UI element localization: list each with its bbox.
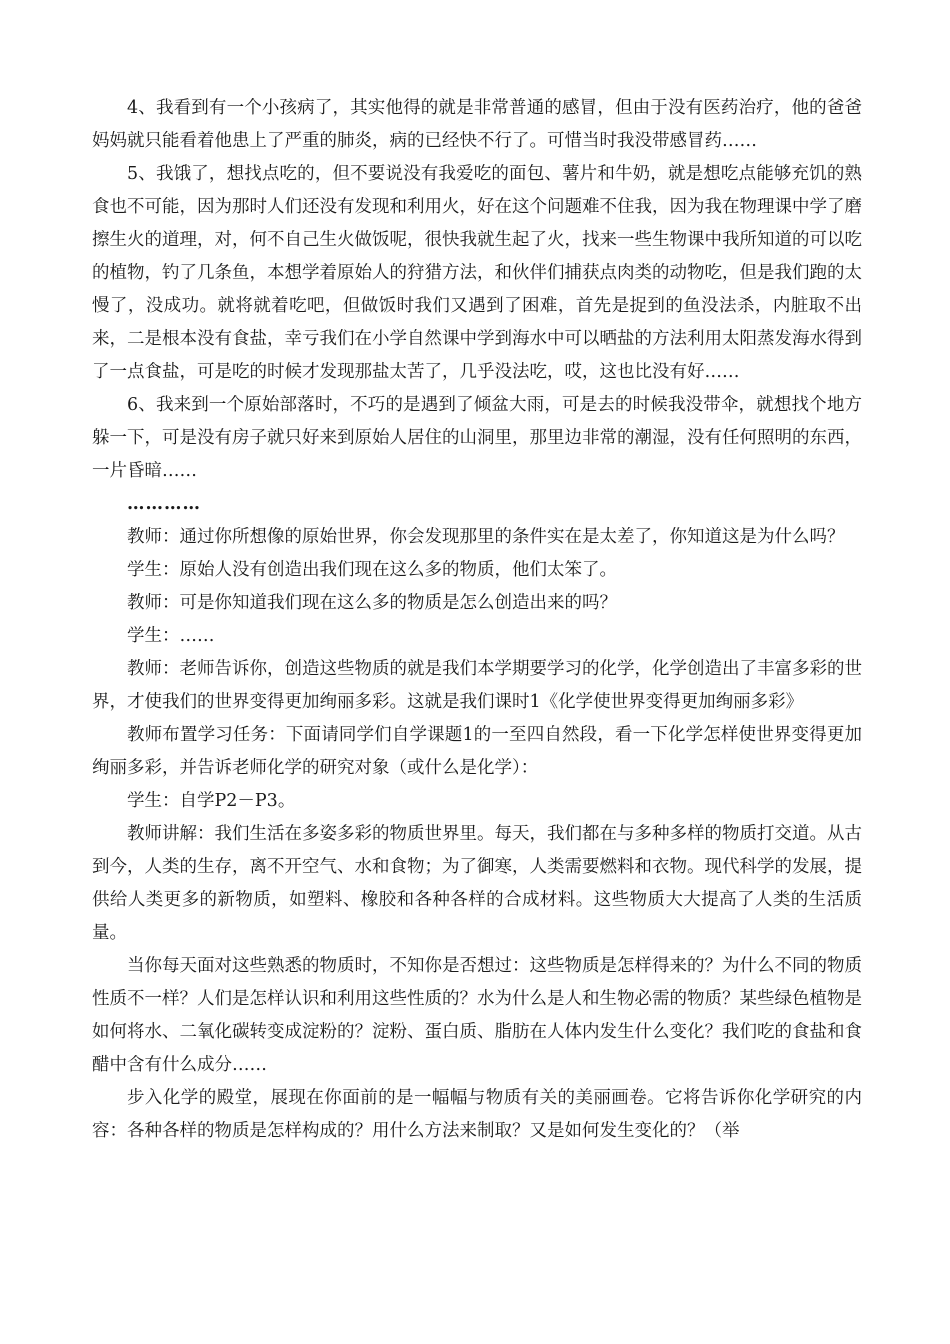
paragraph-student-answer-1: 学生：原始人没有创造出我们现在这么多的物质，他们太笨了。 — [127, 560, 617, 580]
paragraph-teacher-question-2: 教师：可是你知道我们现在这么多的物质是怎么创造出来的吗？ — [127, 593, 617, 613]
paragraph-item-5-hungry: 5、我饿了，想找点吃的，但不要说没有我爱吃的面包、薯片和牛奶，就是想吃点能够充饥的熟食也不可能，因为那时人们还没有发现和利用火，好在这个问题难不住我，因为我在物理课中学了磨擦生火的道理，对，何不自己生火做饭呢，很快我就生起了火，找来一些生物课中我所知道的可以吃的植物，钓了几条鱼，本想学着原始人的狩猎方法，和伙伴们捕获点肉类的动物吃，但是我们跑的太慢了，没成功。就将就着吃吧，但做饭时我们又遇到了困难，首先是捉到的鱼没法杀，内脏取不出来，二是根本没有食盐，幸亏我们在小学自然课中学到海水中可以晒盐的方法利用太阳蒸发海水得到了一点食盐，可是吃的时候才发现那盐太苦了，几乎没法吃，哎，这也比没有好…… — [92, 164, 862, 382]
paragraph-ellipsis: ………… — [127, 494, 201, 514]
paragraph-item-4-sick-child: 4、我看到有一个小孩病了，其实他得的就是非常普通的感冒，但由于没有医药治疗，他的爸爸妈妈就只能看着他患上了严重的肺炎，病的已经快不行了。可惜当时我没带感冒药…… — [92, 98, 862, 151]
paragraph-student-answer-2: 学生：…… — [127, 626, 215, 646]
paragraph-teacher-question-1: 教师：通过你所想像的原始世界，你会发现那里的条件实在是太差了，你知道这是为什么吗？ — [127, 527, 845, 547]
document-body — [92, 92, 862, 1148]
paragraph-teacher-lecture: 教师讲解：我们生活在多姿多彩的物质世界里。每天，我们都在与多种多样的物质打交道。从古到今，人类的生存，离不开空气、水和食物；为了御寒，人类需要燃料和衣物。现代科学的发展，提供给人类更多的新物质，如塑料、橡胶和各种各样的合成材料。这些物质大大提高了人类的生活质量。 — [92, 824, 862, 943]
paragraph-questions: 当你每天面对这些熟悉的物质时，不知你是否想过：这些物质是怎样得来的？为什么不同的物质性质不一样？人们是怎样认识和利用这些性质的？水为什么是人和生物必需的物质？某些绿色植物是如何将水、二氧化碳转变成淀粉的？淀粉、蛋白质、脂肪在人体内发生什么变化？我们吃的食盐和食醋中含有什么成分…… — [92, 956, 862, 1075]
paragraph-teacher-explain-1: 教师：老师告诉你，创造这些物质的就是我们本学期要学习的化学，化学创造出了丰富多彩的世界，才使我们的世界变得更加绚丽多彩。这就是我们课时1《化学使世界变得更加绚丽多彩》 — [92, 659, 862, 712]
paragraph-student-self-study: 学生：自学P2－P3。 — [127, 791, 296, 811]
paragraph-chemistry-hall: 步入化学的殿堂，展现在你面前的是一幅幅与物质有关的美丽画卷。它将告诉你化学研究的内容：各种各样的物质是怎样构成的？用什么方法来制取？又是如何发生变化的？（举 — [92, 1088, 862, 1141]
paragraph-teacher-task: 教师布置学习任务：下面请同学们自学课题1的一至四自然段，看一下化学怎样使世界变得更加绚丽多彩，并告诉老师化学的研究对象（或什么是化学）： — [92, 725, 862, 778]
paragraph-item-6-rain: 6、我来到一个原始部落时，不巧的是遇到了倾盆大雨，可是去的时候我没带伞，就想找个地方躲一下，可是没有房子就只好来到原始人居住的山洞里，那里边非常的潮湿，没有任何照明的东西，一片昏暗…… — [92, 395, 862, 481]
